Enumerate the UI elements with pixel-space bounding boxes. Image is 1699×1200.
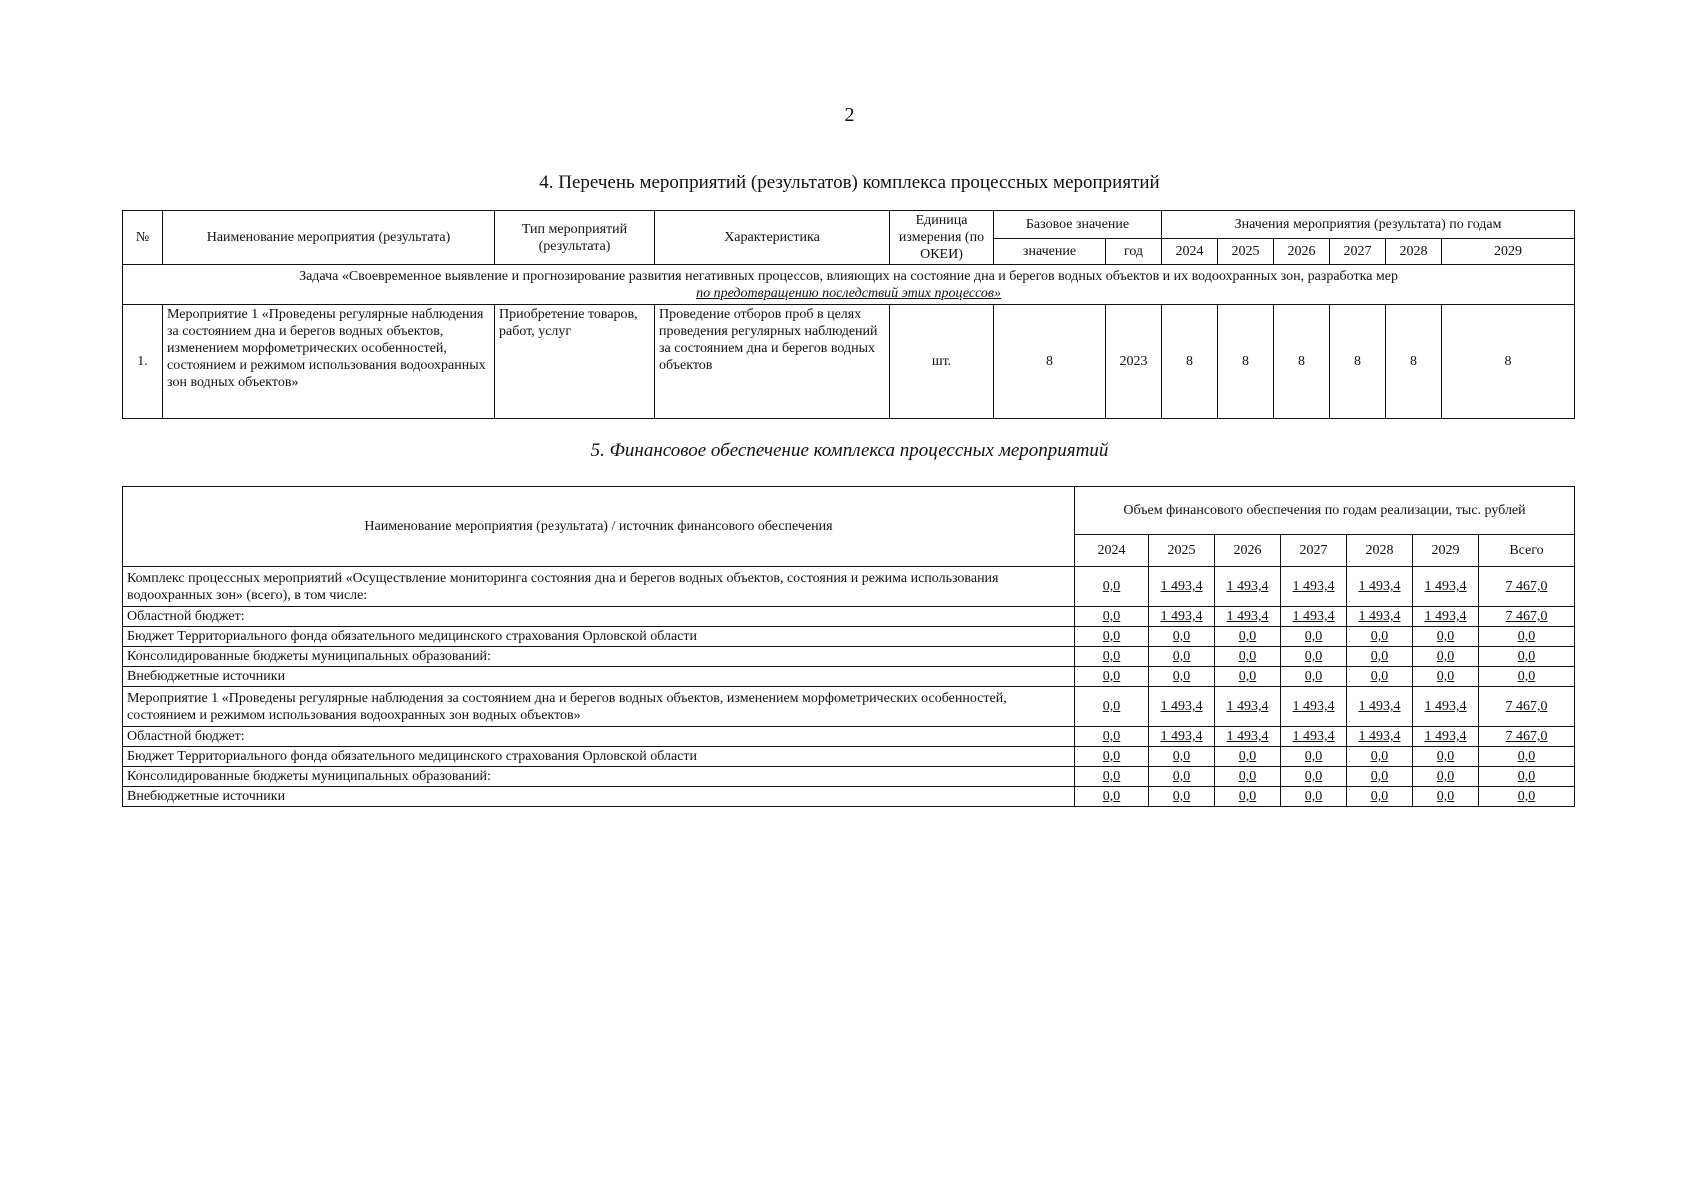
- finance-year-value: 1 493,4: [1413, 567, 1479, 607]
- finance-year-value: 0,0: [1413, 647, 1479, 667]
- header-year: 2025: [1149, 535, 1215, 567]
- header-name-source: Наименование мероприятия (результата) / источник финансового обеспечения: [123, 487, 1075, 567]
- row-year-value: 8: [1386, 305, 1442, 419]
- header-year: 2027: [1330, 239, 1386, 265]
- finance-row: [123, 567, 1575, 607]
- finance-total-value: 0,0: [1479, 787, 1575, 807]
- finance-year-value: 1 493,4: [1149, 687, 1215, 727]
- finance-year-value: 0,0: [1075, 687, 1149, 727]
- finance-year-value: 0,0: [1215, 667, 1281, 687]
- finance-row: [123, 767, 1575, 787]
- finance-row-label: Мероприятие 1 «Проведены регулярные наблюдения за состоянием дна и берегов водных объектов, изменением морфометрических особенностей, состоянием и режимом использования водоохранных зон водных объектов»: [123, 687, 1075, 727]
- section-4-title: 4. Перечень мероприятий (результатов) комплекса процессных мероприятий: [539, 172, 1160, 193]
- finance-year-value: 0,0: [1149, 767, 1215, 787]
- header-total: Всего: [1479, 535, 1575, 567]
- finance-year-value: 0,0: [1075, 767, 1149, 787]
- row-year-value: 8: [1162, 305, 1218, 419]
- finance-year-value: 0,0: [1149, 787, 1215, 807]
- finance-year-value: 1 493,4: [1347, 607, 1413, 627]
- finance-year-value: 1 493,4: [1215, 567, 1281, 607]
- finance-row-label: Областной бюджет:: [123, 727, 1075, 747]
- row-num: 1.: [123, 305, 163, 419]
- header-base-value: значение: [994, 239, 1106, 265]
- page-number: 2: [844, 104, 855, 126]
- finance-total-value: 7 467,0: [1479, 687, 1575, 727]
- finance-row: [123, 667, 1575, 687]
- finance-year-value: 0,0: [1281, 667, 1347, 687]
- finance-year-value: 0,0: [1075, 567, 1149, 607]
- row-year-value: 8: [1218, 305, 1274, 419]
- task-row: [123, 265, 1575, 305]
- finance-year-value: 1 493,4: [1149, 607, 1215, 627]
- activities-table: [122, 210, 1575, 419]
- task-text: Задача «Своевременное выявление и прогнозирование развития негативных процессов, влияющих на состояние дна и берегов водных объектов и их водоохранных зон, разработка мер: [299, 268, 1398, 284]
- finance-year-value: 1 493,4: [1347, 727, 1413, 747]
- finance-row: [123, 787, 1575, 807]
- finance-total-value: 0,0: [1479, 627, 1575, 647]
- finance-year-value: 0,0: [1413, 747, 1479, 767]
- finance-row-label: Внебюджетные источники: [123, 667, 1075, 687]
- finance-year-value: 1 493,4: [1413, 607, 1479, 627]
- header-year: 2026: [1274, 239, 1330, 265]
- finance-year-value: 0,0: [1281, 627, 1347, 647]
- finance-year-value: 0,0: [1347, 627, 1413, 647]
- finance-year-value: 0,0: [1075, 727, 1149, 747]
- finance-year-value: 0,0: [1149, 667, 1215, 687]
- finance-year-value: 1 493,4: [1281, 687, 1347, 727]
- finance-total-value: 0,0: [1479, 667, 1575, 687]
- finance-year-value: 1 493,4: [1215, 727, 1281, 747]
- finance-row: [123, 687, 1575, 727]
- header-year: 2029: [1413, 535, 1479, 567]
- finance-year-value: 0,0: [1347, 747, 1413, 767]
- header-base-year: год: [1106, 239, 1162, 265]
- finance-row: [123, 747, 1575, 767]
- finance-row: [123, 627, 1575, 647]
- finance-year-value: 0,0: [1075, 647, 1149, 667]
- row-unit: шт.: [890, 305, 994, 419]
- finance-row: [123, 647, 1575, 667]
- finance-year-value: 0,0: [1281, 767, 1347, 787]
- finance-row-label: Консолидированные бюджеты муниципальных образований:: [123, 767, 1075, 787]
- header-year: 2029: [1442, 239, 1575, 265]
- header-values-by-year: Значения мероприятия (результата) по годам: [1162, 211, 1575, 239]
- finance-total-value: 7 467,0: [1479, 727, 1575, 747]
- finance-year-value: 1 493,4: [1347, 567, 1413, 607]
- row-characteristic: Проведение отборов проб в целях проведения регулярных наблюдений за состоянием дна и берегов водных объектов: [655, 305, 890, 419]
- finance-year-value: 0,0: [1347, 787, 1413, 807]
- finance-year-value: 1 493,4: [1215, 607, 1281, 627]
- finance-year-value: 0,0: [1347, 767, 1413, 787]
- finance-total-value: 0,0: [1479, 747, 1575, 767]
- finance-year-value: 0,0: [1413, 667, 1479, 687]
- finance-year-value: 0,0: [1149, 647, 1215, 667]
- header-year: 2024: [1075, 535, 1149, 567]
- finance-year-value: 0,0: [1215, 647, 1281, 667]
- finance-year-value: 0,0: [1075, 667, 1149, 687]
- header-base: Базовое значение: [994, 211, 1162, 239]
- finance-year-value: 1 493,4: [1215, 687, 1281, 727]
- finance-year-value: 0,0: [1215, 747, 1281, 767]
- header-name: Наименование мероприятия (результата): [163, 211, 495, 265]
- finance-year-value: 1 493,4: [1281, 607, 1347, 627]
- finance-year-value: 0,0: [1215, 627, 1281, 647]
- task-text-continuation: по предотвращению последствий этих процессов»: [696, 285, 1002, 301]
- finance-row-label: Внебюджетные источники: [123, 787, 1075, 807]
- finance-year-value: 0,0: [1347, 667, 1413, 687]
- finance-year-value: 0,0: [1281, 787, 1347, 807]
- header-year: 2028: [1386, 239, 1442, 265]
- row-base-value: 8: [994, 305, 1106, 419]
- finance-year-value: 1 493,4: [1281, 727, 1347, 747]
- finance-row-label: Бюджет Территориального фонда обязательного медицинского страхования Орловской области: [123, 747, 1075, 767]
- finance-year-value: 1 493,4: [1149, 727, 1215, 747]
- row-base-year: 2023: [1106, 305, 1162, 419]
- finance-row-label: Областной бюджет:: [123, 607, 1075, 627]
- finance-year-value: 0,0: [1347, 647, 1413, 667]
- finance-total-value: 7 467,0: [1479, 607, 1575, 627]
- section-5-title: 5. Финансовое обеспечение комплекса процессных мероприятий: [590, 440, 1109, 461]
- finance-total-value: 7 467,0: [1479, 567, 1575, 607]
- finance-year-value: 0,0: [1281, 747, 1347, 767]
- header-year: 2024: [1162, 239, 1218, 265]
- header-characteristic: Характеристика: [655, 211, 890, 265]
- header-year: 2027: [1281, 535, 1347, 567]
- header-year: 2028: [1347, 535, 1413, 567]
- finance-year-value: 0,0: [1075, 607, 1149, 627]
- header-num: №: [123, 211, 163, 265]
- header-financing-volume: Объем финансового обеспечения по годам реализации, тыс. рублей: [1075, 487, 1575, 535]
- header-year: 2025: [1218, 239, 1274, 265]
- finance-year-value: 0,0: [1413, 787, 1479, 807]
- finance-year-value: 0,0: [1215, 767, 1281, 787]
- finance-year-value: 0,0: [1413, 767, 1479, 787]
- finance-year-value: 1 493,4: [1281, 567, 1347, 607]
- finance-row-label: Бюджет Территориального фонда обязательного медицинского страхования Орловской области: [123, 627, 1075, 647]
- finance-total-value: 0,0: [1479, 647, 1575, 667]
- finance-year-value: 0,0: [1149, 627, 1215, 647]
- finance-row-label: Консолидированные бюджеты муниципальных образований:: [123, 647, 1075, 667]
- header-year: 2026: [1215, 535, 1281, 567]
- finance-year-value: 1 493,4: [1413, 727, 1479, 747]
- finance-year-value: 0,0: [1075, 627, 1149, 647]
- finance-year-value: 0,0: [1149, 747, 1215, 767]
- finance-year-value: 0,0: [1215, 787, 1281, 807]
- header-unit: Единица измерения (по ОКЕИ): [890, 211, 994, 265]
- finance-row-label: Комплекс процессных мероприятий «Осуществление мониторинга состояния дна и берегов водных объектов, состояния и режима использования водоохранных зон» (всего), в том числе:: [123, 567, 1075, 607]
- finance-year-value: 1 493,4: [1413, 687, 1479, 727]
- row-year-value: 8: [1442, 305, 1575, 419]
- finance-year-value: 0,0: [1075, 747, 1149, 767]
- finance-year-value: 1 493,4: [1149, 567, 1215, 607]
- finance-total-value: 0,0: [1479, 767, 1575, 787]
- finance-year-value: 0,0: [1075, 787, 1149, 807]
- finance-year-value: 0,0: [1281, 647, 1347, 667]
- finance-year-value: 1 493,4: [1347, 687, 1413, 727]
- row-year-value: 8: [1330, 305, 1386, 419]
- row-year-value: 8: [1274, 305, 1330, 419]
- financing-table: [122, 486, 1575, 807]
- finance-row: [123, 607, 1575, 627]
- row-type: Приобретение товаров, работ, услуг: [495, 305, 655, 419]
- row-name: Мероприятие 1 «Проведены регулярные наблюдения за состоянием дна и берегов водных объектов, изменением морфометрических особенностей, состоянием и режимом использования водоохранных зон водных объектов»: [163, 305, 495, 419]
- finance-year-value: 0,0: [1413, 627, 1479, 647]
- header-type: Тип мероприятий (результата): [495, 211, 655, 265]
- finance-row: [123, 727, 1575, 747]
